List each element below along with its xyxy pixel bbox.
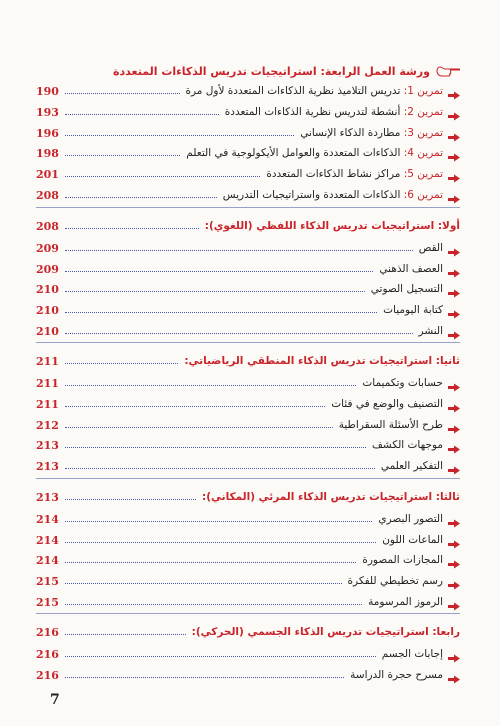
dot-leader — [65, 634, 186, 635]
page-ref: 208 — [36, 189, 59, 202]
toc-entry — [36, 434, 460, 452]
section-heading — [36, 350, 460, 368]
page-number: 7 — [50, 692, 60, 708]
dot-leader — [65, 228, 199, 229]
red-arrow-icon — [448, 325, 460, 334]
entry-title: موجهات الكشف — [372, 439, 443, 452]
page-ref: 201 — [36, 168, 59, 182]
red-arrow-icon — [448, 419, 460, 428]
toc-entry — [36, 549, 460, 567]
section-heading — [36, 215, 460, 233]
toc-entry — [36, 570, 460, 588]
page-ref: 213 — [36, 460, 59, 474]
dot-leader — [65, 406, 325, 407]
divider — [36, 207, 460, 208]
dot-leader — [65, 656, 376, 657]
red-arrow-icon — [448, 460, 460, 469]
toc-entry — [36, 591, 460, 609]
section-title: أولا: استراتيجيات تدريس الذكاء اللفظي (اللغوي): — [204, 219, 460, 232]
red-arrow-icon — [448, 596, 460, 605]
exercise-text: أنشطة لتدريس نظرية الذكاءات المتعددة — [224, 105, 404, 118]
page-ref: 210 — [36, 324, 59, 338]
dot-leader — [65, 363, 178, 364]
dot-leader — [65, 562, 356, 563]
page-ref: 196 — [36, 126, 59, 140]
exercise-entry — [36, 122, 460, 140]
section-title: ثانيا: استراتيجيات تدريس الذكاء المنطقي الرياضياتي: — [184, 355, 460, 368]
dot-leader — [65, 114, 219, 115]
exercise-entry — [36, 184, 460, 202]
dot-leader — [65, 155, 180, 156]
page-ref: 214 — [36, 554, 59, 568]
entry-title: إجابات الجسم — [381, 648, 443, 661]
dot-leader — [65, 447, 366, 448]
dot-leader — [65, 250, 413, 251]
entry-title — [223, 188, 443, 202]
entry-title: التصور البصري — [378, 512, 443, 525]
red-arrow-icon — [448, 85, 460, 94]
toc-entry — [36, 237, 460, 255]
exercise-text: مطاردة الذكاء الإنساني — [300, 126, 404, 139]
toc-entry — [36, 529, 460, 547]
red-arrow-icon — [448, 377, 460, 386]
dot-leader — [65, 271, 373, 272]
dot-leader — [65, 542, 376, 543]
red-arrow-icon — [448, 168, 460, 177]
exercise-number: تمرين 4: — [403, 147, 443, 160]
page-ref: 198 — [36, 147, 59, 161]
exercise-text: الذكاءات المتعددة والعوامل الأيكولوجية في التعلم — [186, 147, 404, 160]
toc-entry — [36, 643, 460, 661]
exercise-entry — [36, 142, 460, 160]
entry-title: القص — [418, 241, 443, 254]
workshop-header — [36, 60, 460, 82]
dot-leader — [65, 197, 217, 198]
red-arrow-icon — [448, 147, 460, 156]
exercise-number: تمرين 1: — [403, 85, 443, 97]
page-ref: 190 — [36, 85, 59, 98]
red-arrow-icon — [448, 439, 460, 448]
page-ref: 211 — [36, 398, 59, 411]
dot-leader — [65, 135, 294, 136]
pointing-hand-icon — [436, 64, 460, 78]
toc-entry — [36, 393, 460, 411]
red-arrow-icon — [448, 283, 460, 292]
red-arrow-icon — [448, 554, 460, 563]
toc-entry — [36, 258, 460, 276]
divider — [36, 478, 460, 479]
exercise-text: تدريس التلاميذ نظرية الذكاءات المتعددة لأول مرة — [185, 85, 404, 97]
toc-entry — [36, 320, 460, 338]
entry-title: طرح الأسئلة السقراطية — [338, 418, 443, 431]
exercise-number: تمرين 6: — [403, 189, 443, 201]
toc-entry — [36, 508, 460, 526]
page-ref: 209 — [36, 241, 59, 255]
section-heading — [36, 621, 460, 639]
divider — [36, 342, 460, 343]
page-ref: 215 — [36, 574, 59, 588]
page-ref: 193 — [36, 105, 59, 119]
dot-leader — [65, 93, 180, 94]
red-arrow-icon — [448, 513, 460, 522]
red-arrow-icon — [448, 106, 460, 115]
entry-title: حسابات وتكميمات — [362, 377, 443, 390]
dot-leader — [65, 583, 342, 584]
exercise-number: تمرين 5: — [403, 168, 443, 181]
dot-leader — [65, 427, 333, 428]
toc-entry — [36, 372, 460, 390]
workshop-title: ورشة العمل الرابعة: استراتيجيات تدريس الذكاءات المتعددة — [113, 64, 430, 78]
page-ref: 215 — [36, 595, 59, 609]
page-ref: 211 — [36, 377, 59, 391]
entry-title: المجازات المصورة — [362, 554, 443, 567]
red-arrow-icon — [448, 189, 460, 198]
dot-leader — [65, 521, 372, 522]
entry-title: العصف الذهني — [379, 262, 443, 275]
toc-entry — [36, 414, 460, 432]
entry-title: النشر — [418, 324, 443, 337]
page-ref: 213 — [36, 490, 59, 504]
entry-title — [186, 84, 443, 98]
entry-title: التفكير العلمي — [380, 460, 443, 473]
exercise-text: مراكز نشاط الذكاءات المتعددة — [266, 168, 404, 181]
exercise-number: تمرين 3: — [403, 126, 443, 139]
section-heading — [36, 486, 460, 504]
entry-title — [225, 105, 443, 119]
entry-title: كتابة اليوميات — [383, 303, 443, 316]
entry-title — [300, 126, 443, 140]
page-ref: 209 — [36, 262, 59, 276]
entry-title: التصنيف والوضع في فئات — [331, 398, 443, 410]
entry-title: رسم تخطيطي للفكرة — [347, 574, 443, 587]
entry-title: الرموز المرسومة — [368, 595, 443, 608]
red-arrow-icon — [448, 669, 460, 678]
page-ref: 216 — [36, 648, 59, 662]
dot-leader — [65, 677, 344, 678]
red-arrow-icon — [448, 534, 460, 543]
dot-leader — [65, 604, 362, 605]
page-ref: 214 — [36, 512, 59, 526]
dot-leader — [65, 499, 196, 500]
red-arrow-icon — [448, 242, 460, 251]
divider — [36, 613, 460, 614]
dot-leader — [65, 176, 260, 177]
red-arrow-icon — [448, 304, 460, 313]
red-arrow-icon — [448, 575, 460, 584]
toc-entry — [36, 299, 460, 317]
page-ref: 208 — [36, 219, 59, 233]
red-arrow-icon — [448, 398, 460, 407]
page-ref: 210 — [36, 283, 59, 297]
dot-leader — [65, 312, 377, 313]
dot-leader — [65, 385, 356, 386]
dot-leader — [65, 468, 375, 469]
exercise-entry — [36, 101, 460, 119]
page-ref: 214 — [36, 533, 59, 547]
entry-title: التسجيل الصوتي — [370, 283, 443, 296]
entry-title — [266, 167, 443, 181]
page-ref: 216 — [36, 626, 59, 640]
page-ref: 213 — [36, 439, 59, 453]
exercise-text: الذكاءات المتعددة واستراتيجيات التدريس — [222, 189, 404, 201]
page-ref: 210 — [36, 303, 59, 317]
red-arrow-icon — [448, 127, 460, 136]
exercise-number: تمرين 2: — [403, 105, 443, 118]
toc-entry — [36, 278, 460, 296]
toc-entry — [36, 455, 460, 473]
entry-title — [186, 146, 443, 160]
page-ref: 211 — [36, 355, 59, 369]
exercise-entry — [36, 80, 460, 98]
dot-leader — [65, 291, 365, 292]
page-ref: 212 — [36, 418, 59, 432]
page-ref: 216 — [36, 669, 59, 682]
toc-entry — [36, 664, 460, 682]
exercise-entry — [36, 163, 460, 181]
entry-title: مسرح حجرة الدراسة — [350, 669, 443, 681]
section-title: رابعا: استراتيجيات تدريس الذكاء الجسمي (الحركي): — [191, 626, 460, 639]
section-title: ثالثا: استراتيجيات تدريس الذكاء المرئي (المكاني): — [202, 490, 460, 503]
entry-title: الماعات اللون — [382, 533, 443, 546]
dot-leader — [65, 333, 413, 334]
red-arrow-icon — [448, 263, 460, 272]
red-arrow-icon — [448, 648, 460, 657]
